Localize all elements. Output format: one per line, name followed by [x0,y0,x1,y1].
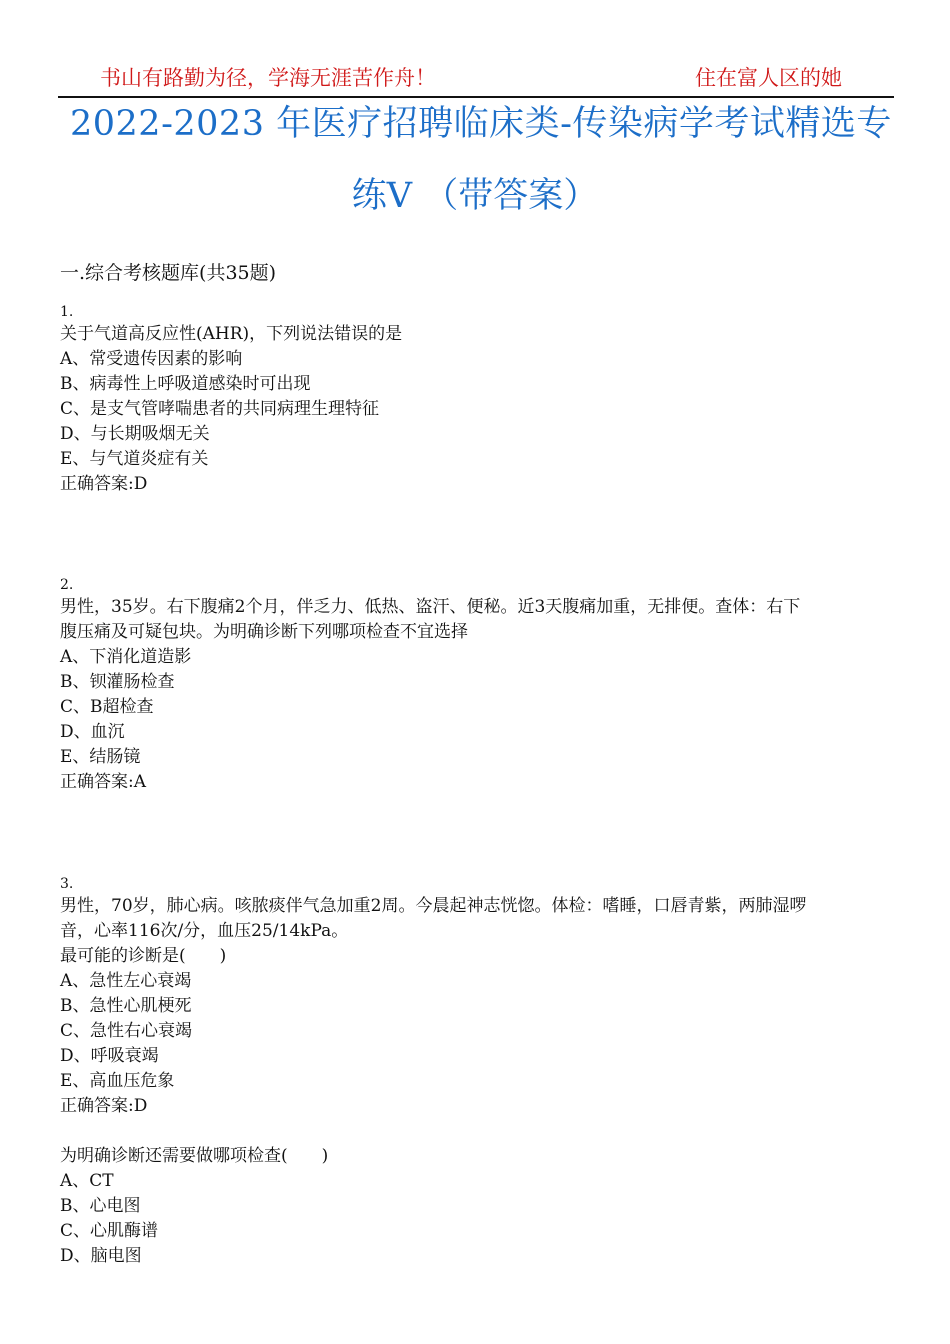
option-e: E、高血压危象 [60,1071,175,1091]
question-stem: 关于气道高反应性(AHR)，下列说法错误的是 [60,324,403,344]
document-title-line1: 2022-2023 年医疗招聘临床类-传染病学考试精选专 [70,104,892,144]
option-e: E、与气道炎症有关 [60,449,209,469]
question-stem-line2: 音，心率116次/分，血压25/14kPa。 [60,921,349,941]
option-c: C、是支气管哮喘患者的共同病理生理特征 [60,399,380,419]
header-motto-left: 书山有路勤为径，学海无涯苦作舟！ [100,66,436,90]
option-a: A、急性左心衰竭 [60,971,192,991]
option-b: B、钡灌肠检查 [60,672,175,692]
option-a: A、常受遗传因素的影响 [60,349,243,369]
sub-option-c: C、心肌酶谱 [60,1221,159,1241]
question-1 [60,302,895,497]
question-number: 1. [60,304,74,320]
section-heading: 一.综合考核题库(共35题) [60,262,277,284]
option-d: D、与长期吸烟无关 [60,424,210,444]
option-d: D、血沉 [60,722,125,742]
sub-option-d: D、脑电图 [60,1246,142,1266]
document-title-line2: 练V （带答案） [351,176,599,216]
question-stem-line1: 男性，70岁，肺心病。咳脓痰伴气急加重2周。今晨起神志恍惚。体检：嗜睡，口唇青紫，两肺湿啰 [60,896,807,916]
option-a: A、下消化道造影 [60,647,192,667]
question-stem-line2: 腹压痛及可疑包块。为明确诊断下列哪项检查不宜选择 [60,622,468,642]
sub-question-stem: 为明确诊断还需要做哪项检查( ) [60,1146,329,1166]
spacer [60,1119,895,1144]
question-number: 2. [60,577,74,593]
correct-answer: 正确答案:A [60,772,147,792]
option-b: B、病毒性上呼吸道感染时可出现 [60,374,311,394]
header-motto-right: 住在富人区的她 [695,66,842,90]
sub-option-b: B、心电图 [60,1196,141,1216]
question-2 [60,575,895,795]
correct-answer: 正确答案:D [60,474,148,494]
question-stem-line3: 最可能的诊断是( ) [60,946,227,966]
question-3 [60,874,895,1269]
correct-answer: 正确答案:D [60,1096,148,1116]
option-b: B、急性心肌梗死 [60,996,192,1016]
option-c: C、B超检查 [60,697,154,717]
question-stem-line1: 男性，35岁。右下腹痛2个月，伴乏力、低热、盗汗、便秘。近3天腹痛加重，无排便。查体：右下 [60,597,801,617]
option-c: C、急性右心衰竭 [60,1021,193,1041]
option-d: D、呼吸衰竭 [60,1046,159,1066]
option-e: E、结肠镜 [60,747,141,767]
sub-option-a: A、CT [60,1171,114,1191]
question-number: 3. [60,876,74,892]
